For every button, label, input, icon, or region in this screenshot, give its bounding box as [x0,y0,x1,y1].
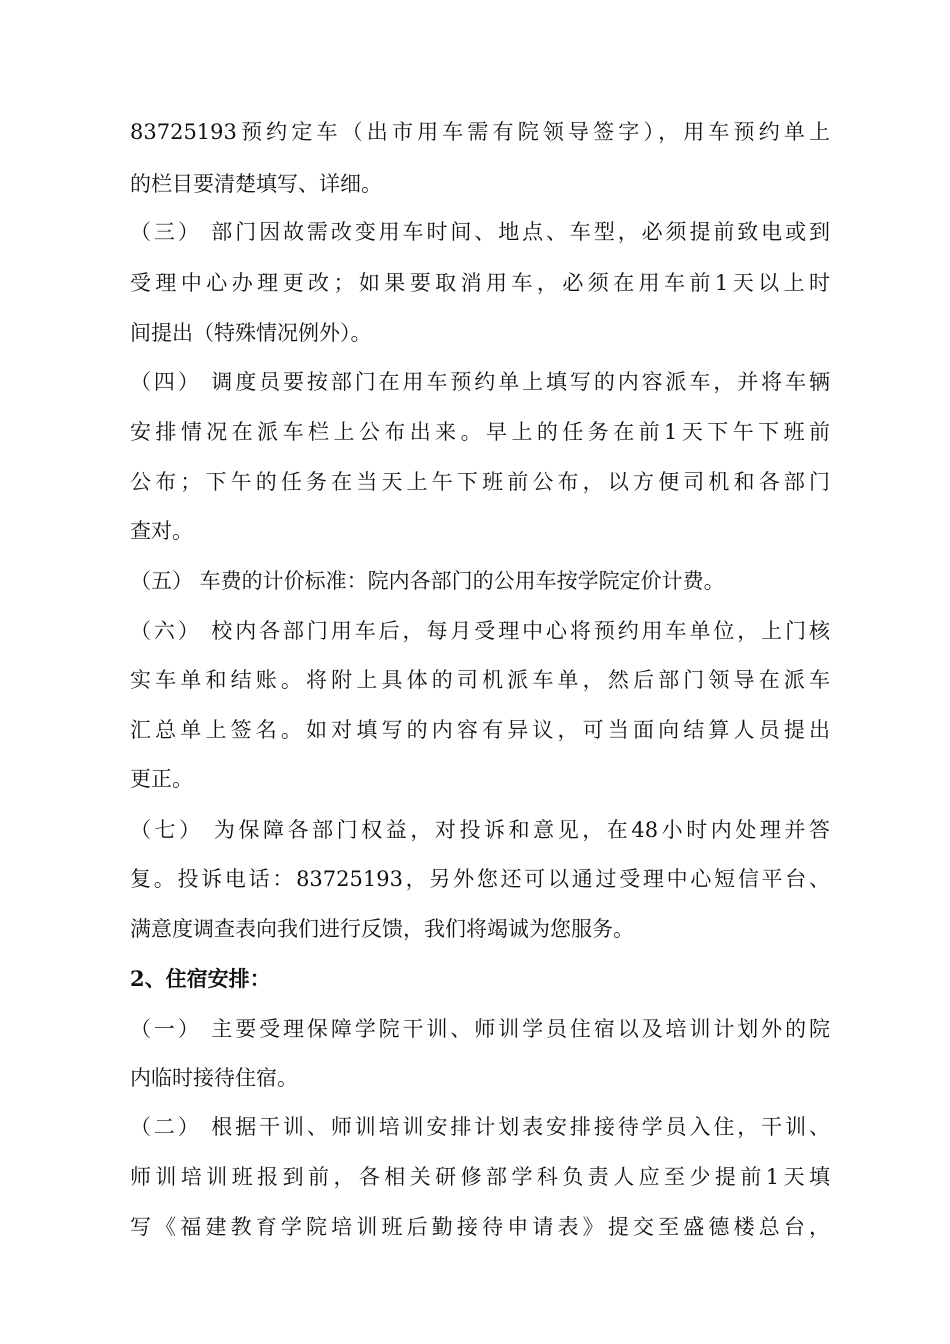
paragraph-line: （六） 校内各部门用车后，每月受理中心将预约用车单位，上门核 [130,619,830,643]
paragraph-line: 公布；下午的任务在当天上午下班前公布，以方便司机和各部门 [130,470,830,494]
paragraph-line: （二） 根据干训、师训培训安排计划表安排接待学员入住，干训、 [130,1115,830,1139]
paragraph-line: 83725193预约定车（出市用车需有院领导签字），用车预约单上 [130,120,830,144]
paragraph-line: 查对。 [130,519,193,543]
paragraph-line: 安排情况在派车栏上公布出来。早上的任务在前1天下午下班前 [130,420,830,444]
paragraph-line: 复。投诉电话：83725193，另外您还可以通过受理中心短信平台、 [130,867,830,891]
paragraph-line: （五） 车费的计价标准：院内各部门的公用车按学院定价计费。 [130,569,725,593]
paragraph-line: （三） 部门因故需改变用车时间、地点、车型，必须提前致电或到 [130,220,830,244]
paragraph-line: 汇总单上签名。如对填写的内容有异议，可当面向结算人员提出 [130,718,830,742]
paragraph-line: 写《福建教育学院培训班后勤接待申请表》提交至盛德楼总台， [130,1215,830,1239]
paragraph-line: 受理中心办理更改；如果要取消用车，必须在用车前1天以上时 [130,271,830,295]
paragraph-line: 师训培训班报到前，各相关研修部学科负责人应至少提前1天填 [130,1165,830,1189]
paragraph-line: （四） 调度员要按部门在用车预约单上填写的内容派车，并将车辆 [130,370,830,394]
paragraph-line: 实车单和结账。将附上具体的司机派车单，然后部门领导在派车 [130,668,830,692]
paragraph-line: 更正。 [130,767,193,791]
section-heading: 2、住宿安排： [130,966,271,991]
paragraph-line: 满意度调查表向我们进行反馈，我们将竭诚为您服务。 [130,917,634,941]
paragraph-line: （一） 主要受理保障学院干训、师训学员住宿以及培训计划外的院 [130,1017,830,1041]
paragraph-line: 间提出（特殊情况例外）。 [130,321,372,345]
paragraph-line: 内临时接待住宿。 [130,1066,298,1090]
paragraph-line: 的栏目要清楚填写、详细。 [130,172,382,196]
paragraph-line: （七） 为保障各部门权益，对投诉和意见，在48小时内处理并答 [130,818,830,842]
